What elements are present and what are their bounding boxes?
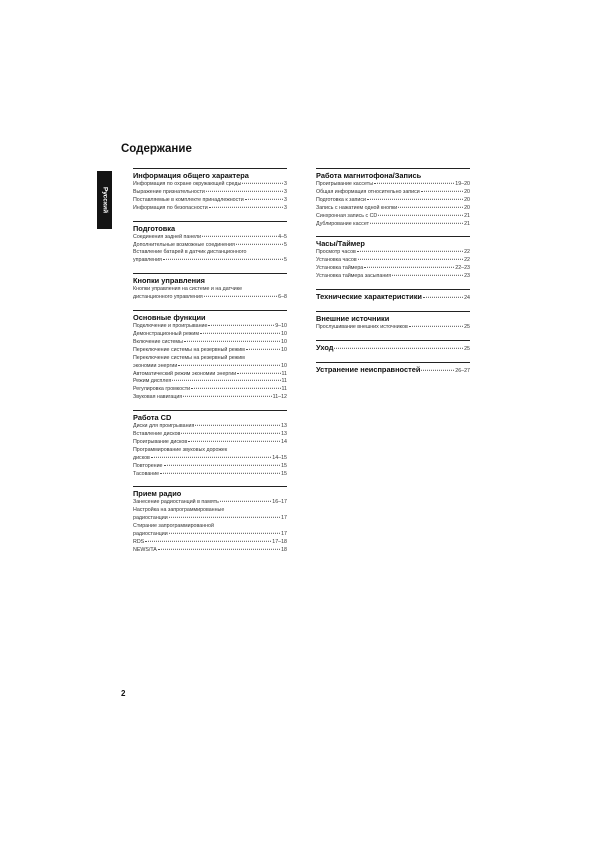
toc-entry-text: Кнопки управления на системе и на датчике [133, 286, 243, 293]
toc-entry-page: 23 [464, 273, 470, 280]
toc-entry-text: Дублирование кассет [316, 220, 370, 227]
toc-entry-continuation: радиостанции [133, 515, 168, 522]
dot-leader [358, 259, 463, 260]
toc-entry-text: Выражение признательности [133, 188, 205, 195]
dot-leader [245, 199, 283, 200]
toc-entry-page: 14–15 [272, 454, 287, 461]
toc-entry-page: 14 [281, 438, 287, 445]
section-page: 24 [464, 295, 470, 302]
toc-entry [133, 531, 287, 539]
toc-entry [133, 181, 287, 189]
toc-entry-text: Информация по безопасности [133, 204, 208, 211]
toc-entry-page: 20 [464, 196, 470, 203]
section-title: Основные функции [133, 310, 287, 322]
dot-leader [374, 183, 454, 184]
toc-entry-page: 9–10 [275, 323, 287, 330]
dot-leader [188, 441, 280, 442]
toc-entry-page: 25 [464, 324, 470, 331]
dot-leader [209, 207, 283, 208]
section-title: Устранение неисправностей [316, 364, 421, 374]
toc-entry-page: 11–12 [272, 394, 287, 401]
dot-leader [208, 325, 274, 326]
section-title: Уход [316, 342, 334, 352]
toc-entry-page: 10 [281, 330, 287, 337]
dot-leader [246, 349, 280, 350]
toc-entry-page: 20 [464, 204, 470, 211]
toc-entry-page: 18 [281, 546, 287, 553]
toc-entry-continuation: управления [133, 257, 162, 264]
language-tab [97, 171, 112, 229]
toc-entry-page: 22 [464, 249, 470, 256]
toc-entry [316, 249, 470, 257]
dot-leader [195, 425, 280, 426]
toc-section [316, 340, 470, 354]
toc-entry-text: Звуковая навигация [133, 394, 183, 401]
toc-entry-continuation: дистанционного управления [133, 294, 203, 301]
section-title: Информация общего характера [133, 168, 287, 180]
toc-entry [133, 431, 287, 439]
toc-entry-page: 22 [464, 257, 470, 264]
toc-entry [316, 181, 470, 189]
dot-leader [421, 191, 463, 192]
toc-entry [133, 189, 287, 197]
toc-section [133, 221, 287, 266]
toc-section [133, 410, 287, 478]
dot-leader [164, 464, 281, 465]
dot-leader [237, 372, 280, 373]
toc-entry [316, 221, 470, 229]
toc-section-heading [316, 340, 470, 354]
toc-section [133, 273, 287, 302]
toc-section-heading [316, 362, 470, 376]
dot-leader [172, 380, 280, 381]
toc-entry-page: 3 [284, 181, 287, 187]
dot-leader [160, 472, 280, 473]
dot-leader [181, 433, 280, 434]
toc-entry-page: 5 [284, 241, 287, 248]
toc-entry [133, 547, 287, 555]
dot-leader [145, 541, 271, 542]
toc-entry-page: 10 [281, 362, 287, 369]
toc-entry-text: RDS [133, 539, 145, 545]
toc-entry-text: Переключение системы на резервный режим [133, 346, 245, 353]
page-title: Содержание [121, 143, 192, 155]
dot-leader [204, 296, 277, 297]
toc-entry-text: Автоматический режим экономии энергии [133, 370, 237, 377]
section-title: Часы/Таймер [316, 236, 470, 248]
section-page: 25 [464, 345, 470, 352]
toc-entry [133, 539, 287, 547]
toc-entry [316, 197, 470, 205]
toc-entry [316, 324, 470, 332]
toc-right-column [316, 168, 470, 384]
toc-entry-text: Общая информация относительно записи [316, 188, 420, 195]
toc-entry [316, 213, 470, 221]
toc-entry-page: 3 [284, 196, 287, 203]
section-title: Работа CD [133, 410, 287, 422]
dot-leader [236, 243, 283, 244]
toc-section [316, 362, 470, 376]
toc-entry-page: 4–5 [278, 233, 287, 240]
toc-entry-text: Информация по охране окружающей среды [133, 181, 242, 187]
toc-entry [133, 439, 287, 447]
toc-section-heading [316, 289, 470, 303]
dot-leader [370, 222, 463, 223]
toc-entry-text: Синхронная запись с CD [316, 212, 378, 219]
toc-entry-text: Проигрывание кассеты [316, 181, 374, 187]
toc-entry-page: 6–8 [278, 294, 287, 301]
toc-entry-text: Дополнительные возможные соединения [133, 241, 235, 248]
toc-entry-page: 17 [281, 531, 287, 538]
toc-entry-page: 11 [281, 378, 287, 385]
toc-entry-text: Запись с нажатием одной кнопки [316, 204, 398, 211]
section-title: Технические характеристики [316, 292, 422, 302]
toc-entry-text: Демонстрационный режим [133, 330, 200, 337]
toc-entry-continuation: экономии энергии [133, 362, 178, 369]
toc-entry-text: Вставление дисков [133, 431, 181, 438]
dot-leader [169, 517, 280, 518]
toc-section [133, 486, 287, 554]
section-page: 26–27 [455, 367, 470, 374]
toc-entry [133, 197, 287, 205]
toc-entry [133, 363, 287, 371]
toc-entry-text: Установка часов [316, 257, 357, 264]
toc-entry [133, 378, 287, 386]
toc-entry [133, 331, 287, 339]
dot-leader [378, 214, 463, 215]
toc-entry [133, 294, 287, 302]
toc-entry [316, 273, 470, 281]
toc-section [316, 311, 470, 332]
section-title: Внешние источники [316, 311, 470, 323]
section-title: Кнопки управления [133, 273, 287, 285]
toc-entry-page: 15 [281, 470, 287, 477]
toc-entry-text: Соединения задней панели [133, 233, 202, 240]
toc-entry-text: NEWS/TA [133, 546, 157, 553]
toc-section [316, 168, 470, 228]
toc-entry [133, 205, 287, 213]
toc-entry-page: 17–18 [272, 539, 287, 545]
toc-entry-text: Стирание запрограммированной [133, 523, 214, 530]
toc-entry [133, 347, 287, 355]
toc-entry [316, 189, 470, 197]
toc-entry-text: Занесение радиостанций в память [133, 499, 219, 506]
toc-entry-continuation: радиостанции [133, 531, 168, 538]
toc-entry-continuation: дисков [133, 454, 150, 461]
toc-entry [133, 471, 287, 479]
toc-entry-text: Подключение и проигрывание [133, 323, 208, 330]
toc-entry-text: Режим дисплея [133, 378, 172, 385]
dot-leader [334, 348, 463, 349]
toc-section [316, 236, 470, 281]
toc-entry-text: Программирование звуковых дорожек [133, 446, 228, 453]
toc-entry-text: Поставляемые в комплекте принадлежности [133, 196, 244, 203]
toc-entry [133, 423, 287, 431]
dot-leader [423, 297, 463, 298]
toc-entry-text: Регулировка громкости [133, 386, 191, 393]
toc-entry [316, 265, 470, 273]
toc-section [316, 289, 470, 303]
dot-leader [409, 326, 463, 327]
toc-entry-page: 10 [281, 346, 287, 353]
toc-entry-text: Установка таймера засыпания [316, 273, 392, 280]
dot-leader [357, 251, 463, 252]
toc-entry [133, 257, 287, 265]
toc-entry-page: 3 [284, 204, 287, 211]
toc-section [133, 310, 287, 402]
dot-leader [184, 341, 280, 342]
section-title: Прием радио [133, 486, 287, 498]
dot-leader [191, 388, 280, 389]
dot-leader [398, 207, 463, 208]
toc-entry-page: 11 [281, 386, 287, 393]
toc-entry-text: Настройка на запрограммированные [133, 507, 225, 514]
toc-entry-text: Вставление батарей в датчик дистанционного [133, 249, 247, 256]
toc-entry-text: Установка таймера [316, 265, 364, 272]
section-title: Подготовка [133, 221, 287, 233]
dot-leader [151, 457, 271, 458]
toc-entry-text: Подготовка к записи [316, 196, 366, 203]
toc-entry-text: Включение системы [133, 338, 183, 345]
toc-entry-page: 20 [464, 188, 470, 195]
toc-entry [133, 234, 287, 242]
toc-entry-page: 3 [284, 188, 287, 195]
toc-entry-page: 15 [281, 462, 287, 469]
dot-leader [183, 396, 271, 397]
toc-section [133, 168, 287, 213]
toc-entry-text: Тасование [133, 470, 160, 477]
toc-entry-page: 17 [281, 515, 287, 522]
toc-entry-text: Прослушивание внешних источников [316, 324, 408, 331]
toc-entry [133, 463, 287, 471]
toc-entry [133, 371, 287, 379]
dot-leader [206, 191, 283, 192]
toc-entry [133, 515, 287, 523]
toc-entry-text: Повторение [133, 462, 163, 469]
page-number: 2 [121, 689, 126, 698]
toc-entry-text: Диски для проигрывания [133, 423, 195, 430]
toc-entry-page: 16–17 [272, 499, 287, 506]
toc-entry [133, 386, 287, 394]
toc-entry [133, 394, 287, 402]
toc-entry-text: Переключение системы на резервный режим [133, 354, 245, 361]
dot-leader [202, 235, 277, 236]
toc-entry-page: 22–23 [455, 265, 470, 272]
toc-entry [133, 339, 287, 347]
section-title: Работа магнитофона/Запись [316, 168, 470, 180]
dot-leader [364, 267, 454, 268]
toc-entry-page: 5 [284, 257, 287, 264]
dot-leader [242, 183, 283, 184]
toc-entry-page: 21 [464, 220, 470, 227]
toc-left-column [133, 168, 287, 563]
toc-entry-text: Просмотр часов [316, 249, 356, 256]
toc-entry-page: 13 [281, 423, 287, 430]
dot-leader [178, 364, 280, 365]
toc-entry-text: Проигрывание дисков [133, 438, 188, 445]
toc-entry-page: 10 [281, 338, 287, 345]
toc-entry [133, 455, 287, 463]
dot-leader [200, 333, 280, 334]
dot-leader [169, 533, 280, 534]
dot-leader [367, 199, 463, 200]
dot-leader [158, 549, 280, 550]
toc-entry-page: 13 [281, 431, 287, 438]
toc-entry-page: 19–20 [455, 181, 470, 187]
dot-leader [163, 259, 283, 260]
language-tab-label: Русский [101, 186, 108, 214]
toc-entry-page: 21 [464, 212, 470, 219]
toc-entry [133, 323, 287, 331]
toc-entry-page: 11 [281, 370, 287, 377]
dot-leader [392, 275, 463, 276]
toc-entry [316, 205, 470, 213]
dot-leader [421, 370, 454, 371]
dot-leader [220, 501, 271, 502]
